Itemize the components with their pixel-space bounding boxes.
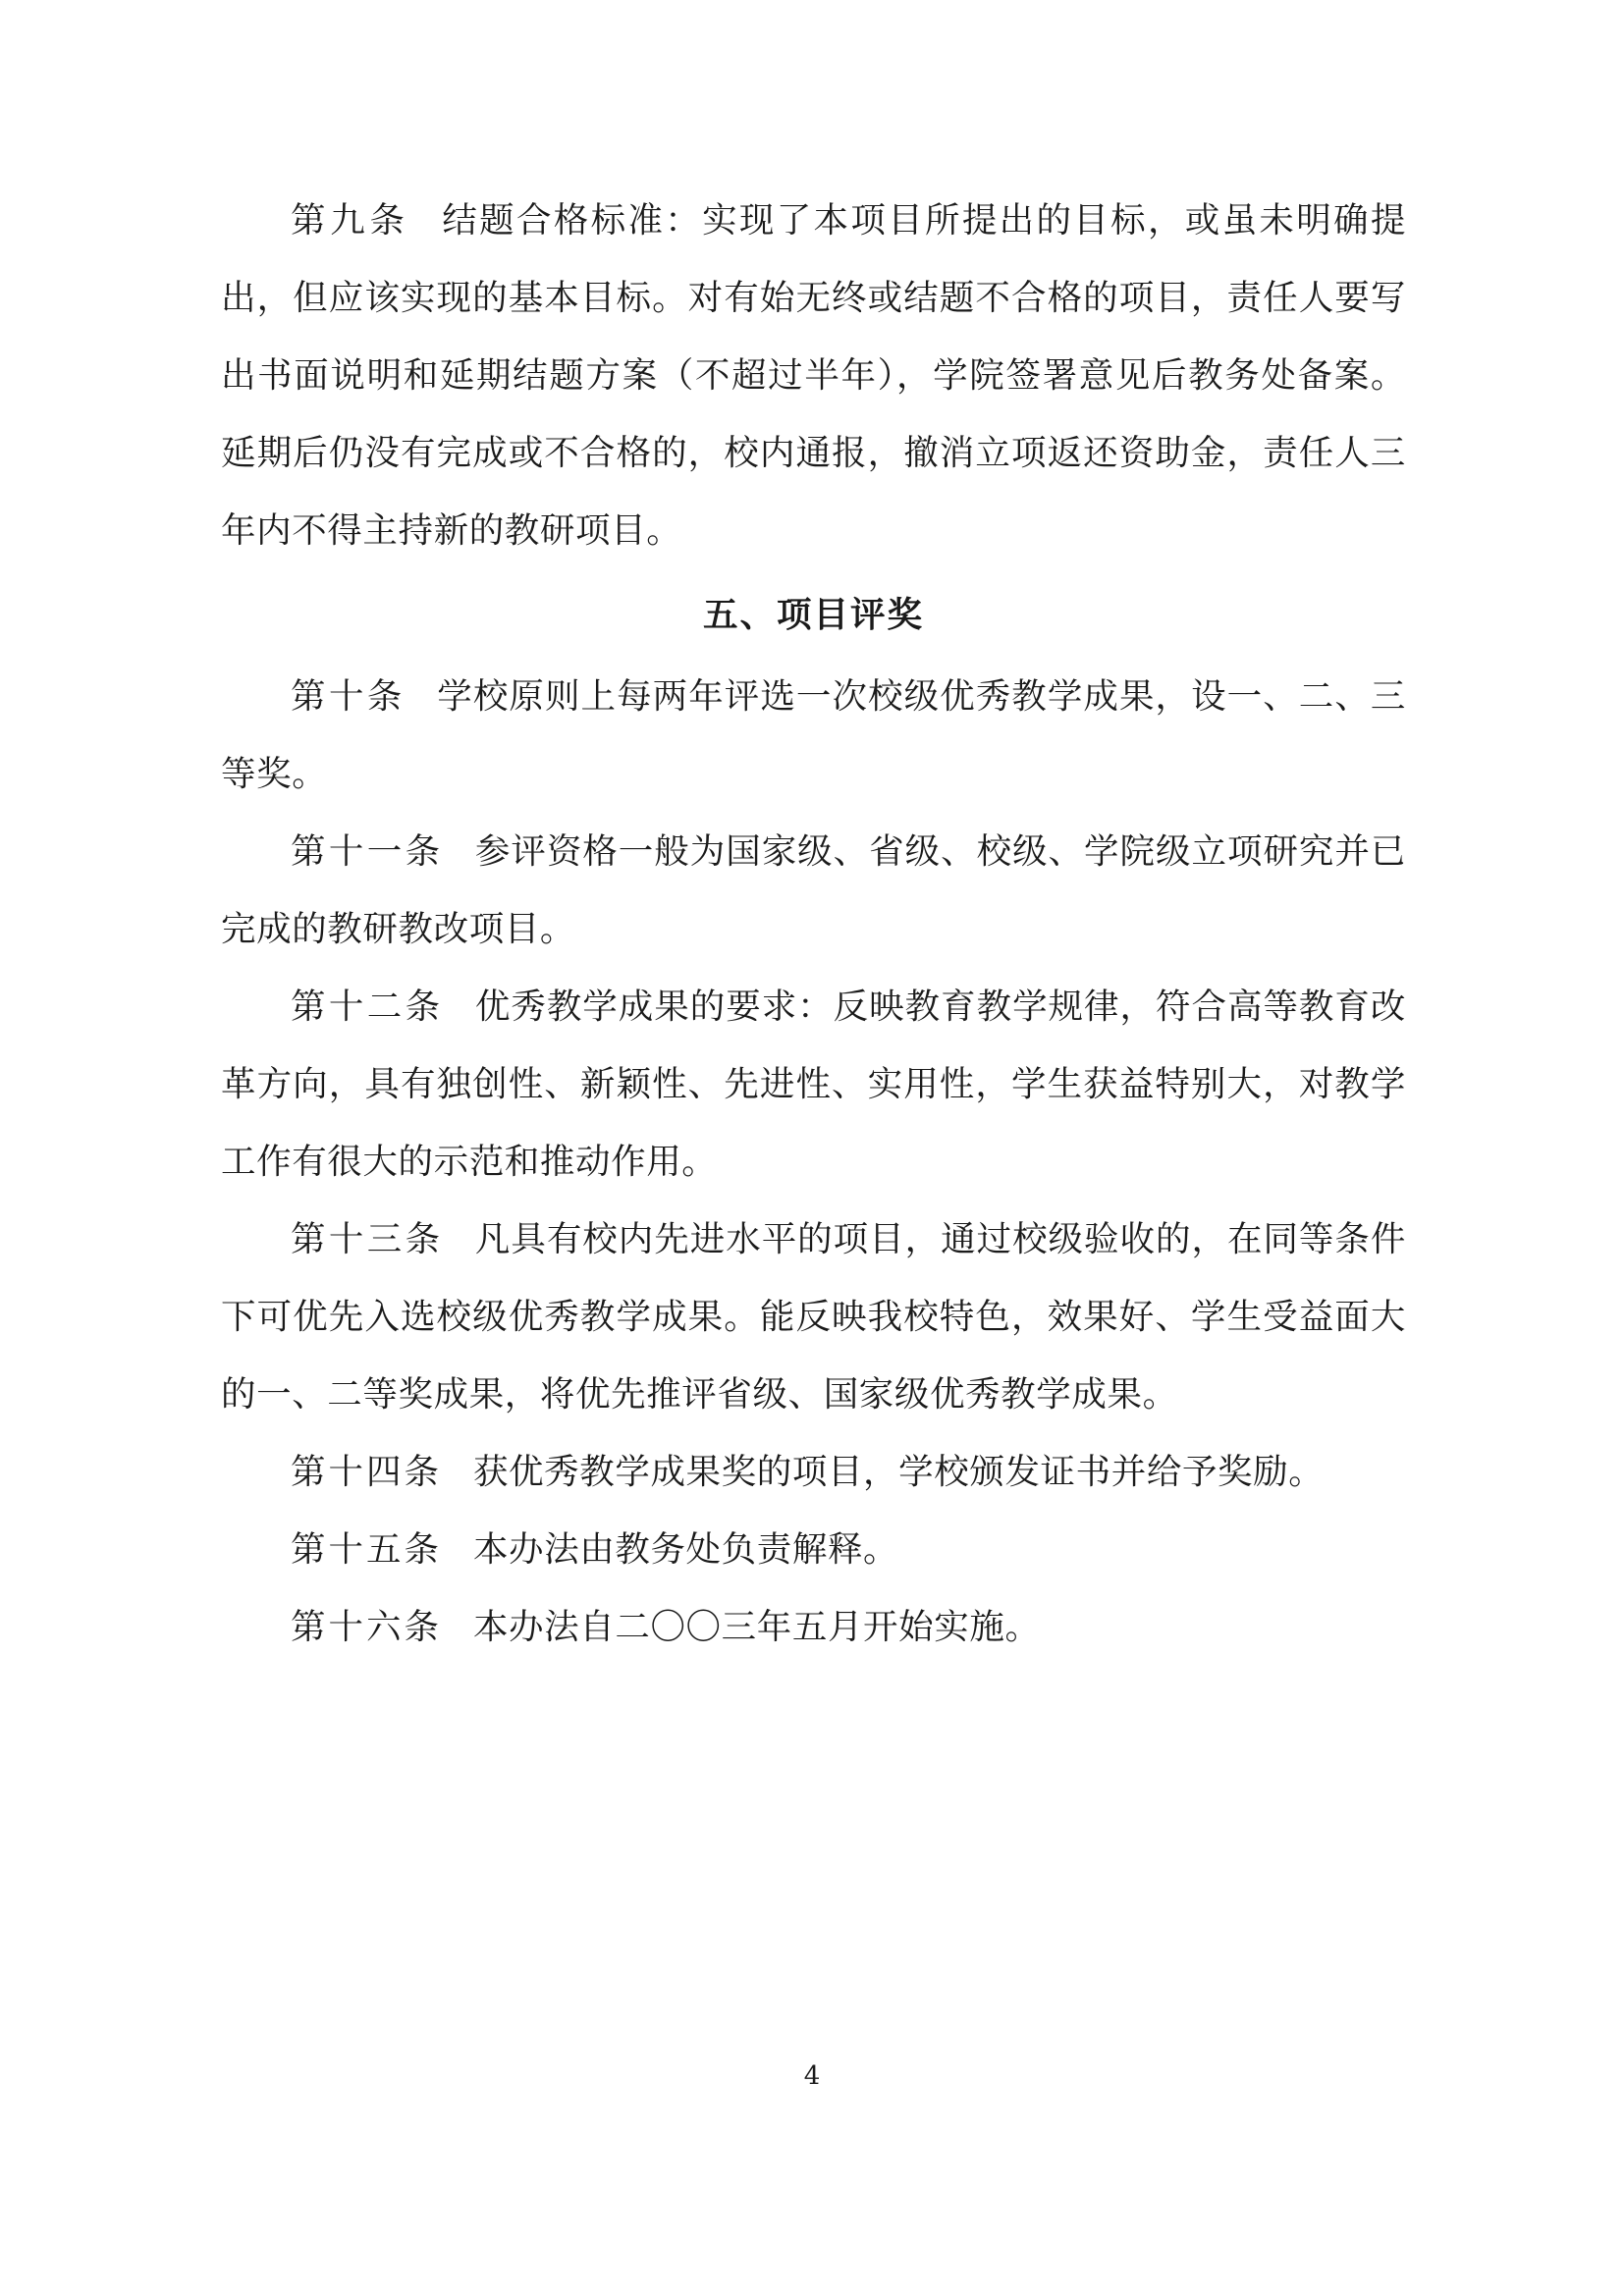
- paragraph-article-14: [221, 1433, 1406, 1511]
- paragraph-article-16: [221, 1588, 1406, 1666]
- article-label-11: 第十一条: [291, 831, 444, 872]
- article-text-14: 获优秀教学成果奖的项目，学校颁发证书并给予奖励。: [472, 1452, 1325, 1492]
- article-label-13: 第十三条: [291, 1219, 444, 1259]
- paragraph-article-11: [221, 813, 1406, 968]
- paragraph-article-12: [221, 968, 1406, 1201]
- page-number: 4: [803, 2061, 821, 2091]
- document-body: [221, 182, 1406, 1666]
- article-text-9: 结题合格标准：实现了本项目所提出的目标，或虽未明确提出，但应该实现的基本目标。对有始无终或结题不合格的项目，责任人要写出书面说明和延期结题方案（不超过半年），学院签署意见后教务处备案。延期后仍没有完成或不合格的，校内通报，撤消立项返还资助金，责任人三年内不得主持新的教研项目。: [221, 200, 1406, 551]
- article-label-15: 第十五条: [291, 1529, 443, 1570]
- article-text-11: 参评资格一般为国家级、省级、校级、学院级立项研究并已完成的教研教改项目。: [221, 831, 1406, 949]
- article-label-9: 第九条: [291, 200, 409, 240]
- paragraph-article-9: [221, 182, 1406, 569]
- section-heading: 五、项目评奖: [702, 595, 924, 635]
- article-text-13: 凡具有校内先进水平的项目，通过校级验收的，在同等条件下可优先入选校级优秀教学成果。能反映我校特色，效果好、学生受益面大的一、二等奖成果，将优先推评省级、国家级优秀教学成果。: [221, 1219, 1406, 1415]
- article-label-16: 第十六条: [291, 1607, 443, 1647]
- paragraph-article-15: [221, 1511, 1406, 1588]
- article-text-12: 优秀教学成果的要求：反映教育教学规律，符合高等教育改革方向，具有独创性、新颖性、先进性、实用性，学生获益特别大，对教学工作有很大的示范和推动作用。: [221, 987, 1406, 1182]
- article-text-10: 学校原则上每两年评选一次校级优秀教学成果，设一、二、三等奖。: [221, 676, 1406, 794]
- article-text-16: 本办法自二〇〇三年五月开始实施。: [472, 1607, 1041, 1647]
- paragraph-article-10: [221, 658, 1406, 813]
- article-label-12: 第十二条: [291, 987, 444, 1027]
- article-label-14: 第十四条: [291, 1452, 443, 1492]
- article-label-10: 第十条: [291, 676, 406, 717]
- article-text-15: 本办法由教务处负责解释。: [472, 1529, 899, 1570]
- paragraph-article-13: [221, 1201, 1406, 1433]
